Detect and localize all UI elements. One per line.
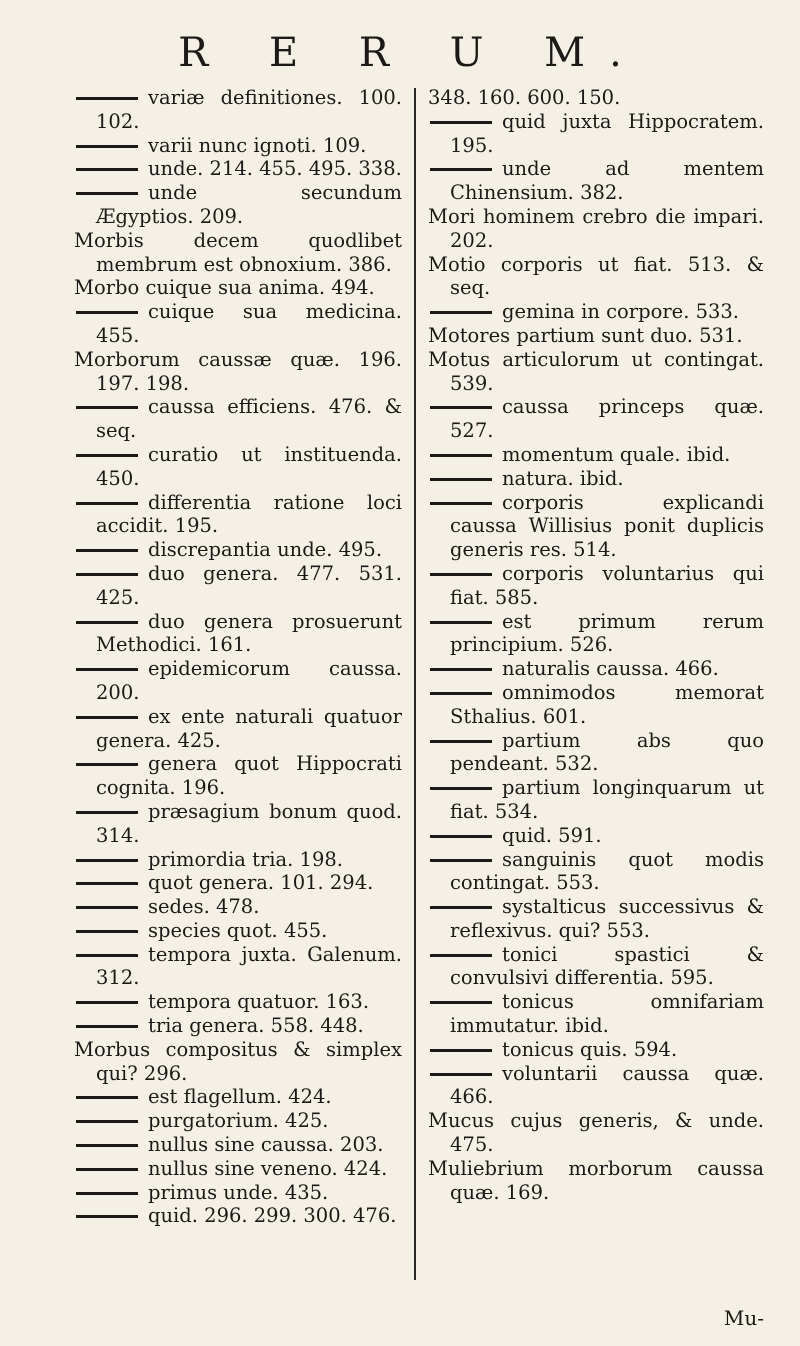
index-subentry: tonici spastici & convulsivi differentia. 595.	[428, 943, 764, 991]
index-subentry: corporis voluntarius qui fiat. 585.	[428, 562, 764, 610]
index-subentry: quid. 296. 299. 300. 476.	[74, 1204, 402, 1228]
right-column	[428, 86, 764, 1204]
index-entry: Motores partium sunt duo. 531.	[428, 323, 743, 347]
index-subentry: tonicus omnifariam immutatur. ibid.	[428, 990, 764, 1038]
index-subentry: sanguinis quot modis contingat. 553.	[428, 848, 764, 896]
index-subentry: tempora quatuor. 163.	[74, 990, 402, 1014]
left-column	[74, 86, 402, 1228]
catchword: Mu-	[723, 1306, 764, 1330]
index-subentry: momentum quale. ibid.	[428, 443, 764, 467]
index-subentry: omnimodos memorat Sthalius. 601.	[428, 681, 764, 729]
index-continuation: 348. 160. 600. 150.	[428, 86, 621, 109]
index-subentry: variæ definitiones. 100. 102.	[74, 86, 402, 134]
index-subentry: curatio ut instituenda. 450.	[74, 443, 402, 491]
index-subentry: nullus sine caussa. 203.	[74, 1133, 402, 1157]
index-subentry: gemina in corpore. 533.	[428, 300, 764, 324]
index-subentry: nullus sine veneno. 424.	[74, 1157, 402, 1181]
index-subentry: epidemicorum caussa. 200.	[74, 657, 402, 705]
index-subentry: caussa princeps quæ. 527.	[428, 395, 764, 443]
index-subentry: tempora juxta. Galenum. 312.	[74, 943, 402, 991]
index-subentry: cuique sua medicina. 455.	[74, 300, 402, 348]
index-subentry: unde. 214. 455. 495. 338.	[74, 157, 402, 181]
column-divider	[414, 88, 416, 1280]
index-entry: Mori hominem crebro die impari. 202.	[428, 204, 764, 252]
index-subentry: est flagellum. 424.	[74, 1085, 402, 1109]
index-subentry: quid. 591.	[428, 824, 764, 848]
index-subentry: ex ente naturali quatuor genera. 425.	[74, 705, 402, 753]
index-entry: Morborum caussæ quæ. 196. 197. 198.	[74, 347, 402, 395]
index-subentry: natura. ibid.	[428, 467, 764, 491]
index-subentry: partium abs quo pendeant. 532.	[428, 729, 764, 777]
index-entry: Morbis decem quodlibet membrum est obnoxium. 386.	[74, 228, 402, 276]
index-subentry: species quot. 455.	[74, 919, 402, 943]
index-subentry: purgatorium. 425.	[74, 1109, 402, 1133]
index-subentry: tonicus quis. 594.	[428, 1038, 764, 1062]
index-subentry: primus unde. 435.	[74, 1181, 402, 1205]
index-entry: Muliebrium morborum caussa quæ. 169.	[428, 1156, 764, 1204]
index-subentry: præsagium bonum quod. 314.	[74, 800, 402, 848]
index-entry: Mucus cujus generis, & unde. 475.	[428, 1109, 764, 1157]
index-subentry: caussa efficiens. 476. & seq.	[74, 395, 402, 443]
index-entry: Morbo cuique sua anima. 494.	[74, 276, 375, 300]
index-subentry: voluntarii caussa quæ. 466.	[428, 1062, 764, 1110]
index-subentry: naturalis caussa. 466.	[428, 657, 764, 681]
index-subentry: sedes. 478.	[74, 895, 402, 919]
index-subentry: quid juxta Hippocratem. 195.	[428, 110, 764, 158]
index-subentry: partium longinquarum ut fiat. 534.	[428, 776, 764, 824]
index-subentry: unde ad mentem Chinensium. 382.	[428, 157, 764, 205]
index-subentry: quot genera. 101. 294.	[74, 871, 402, 895]
index-subentry: systalticus successivus & reflexivus. qui? 553.	[428, 895, 764, 943]
index-subentry: unde secundum Ægyptios. 209.	[74, 181, 402, 229]
index-subentry: primordia tria. 198.	[74, 848, 402, 872]
index-entry: Morbus compositus & simplex qui? 296.	[74, 1037, 402, 1085]
index-entry: Motio corporis ut fiat. 513. & seq.	[428, 252, 764, 300]
index-subentry: tria genera. 558. 448.	[74, 1014, 402, 1038]
index-subentry: duo genera prosuerunt Methodici. 161.	[74, 610, 402, 658]
index-subentry: corporis explicandi caussa Willisius ponit duplicis generis res. 514.	[428, 491, 764, 562]
index-subentry: duo genera. 477. 531. 425.	[74, 562, 402, 610]
running-head: R E R U M.	[178, 30, 646, 76]
index-subentry: discrepantia unde. 495.	[74, 538, 402, 562]
index-entry: Motus articulorum ut contingat. 539.	[428, 347, 764, 395]
index-subentry: est primum rerum principium. 526.	[428, 610, 764, 658]
index-subentry: genera quot Hippocrati cognita. 196.	[74, 752, 402, 800]
index-subentry: varii nunc ignoti. 109.	[74, 134, 402, 158]
index-subentry: differentia ratione loci accidit. 195.	[74, 491, 402, 539]
